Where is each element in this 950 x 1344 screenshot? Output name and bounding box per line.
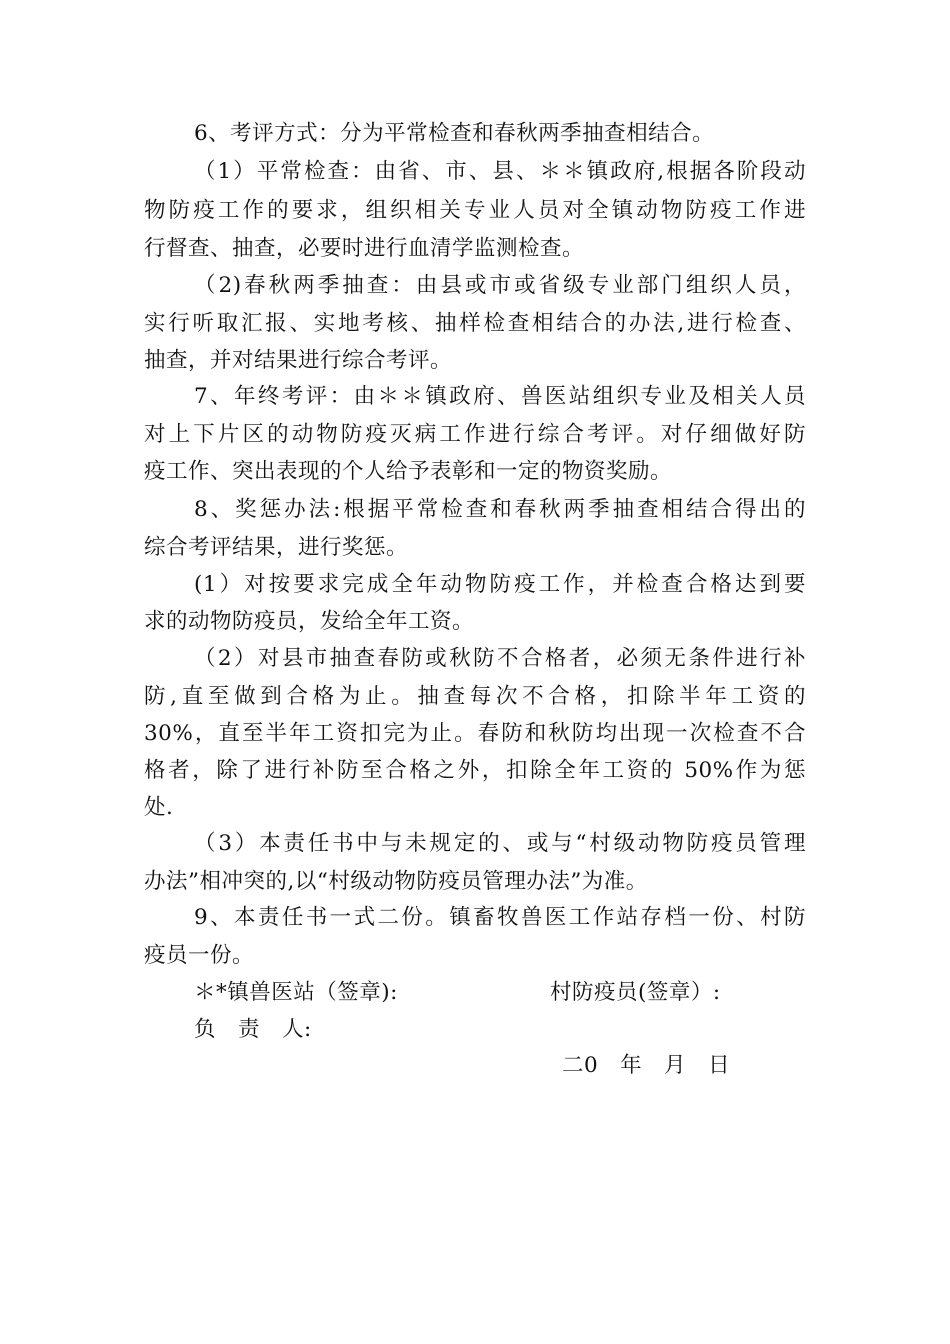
- paragraph-6-1-line-3: 行督查、抽查，必要时进行血清学监测检查。: [144, 236, 585, 261]
- paragraph-8-line-1: 8、奖惩办法:根据平常检查和春秋两季抽查相结合得出的: [194, 497, 806, 522]
- paragraph-7-line-3: 疫工作、突出表现的个人给予表彰和一定的物资奖励。: [144, 459, 673, 484]
- paragraph-6-line-1: 6、考评方式：分为平常检查和春秋两季抽查相结合。: [194, 121, 715, 146]
- paragraph-8-line-2: 综合考评结果，进行奖惩。: [144, 535, 409, 560]
- paragraph-9-line-1: 9、本责任书一式二份。镇畜牧兽医工作站存档一份、村防: [194, 905, 806, 930]
- paragraph-6-1-line-1: （1）平常检查：由省、市、县、＊＊镇政府,根据各阶段动: [194, 159, 806, 184]
- paragraph-8-2-line-3: 30%，直至半年工资扣完为止。春防和秋防均出现一次检查不合: [144, 721, 806, 746]
- date-line: 二0 年 月 日: [562, 1053, 731, 1078]
- paragraph-8-1-line-2: 求的动物防疫员，发给全年工资。: [144, 609, 475, 634]
- paragraph-8-3-line-2: 办法”相冲突的,以“村级动物防疫员管理办法”为准。: [144, 869, 648, 894]
- paragraph-8-2-line-5: 处.: [144, 795, 174, 820]
- paragraph-8-2-line-4: 格者，除了进行补防至合格之外，扣除全年工资的 50%作为惩: [144, 758, 806, 783]
- paragraph-8-2-line-1: （2）对县市抽查春防或秋防不合格者，必须无条件进行补: [194, 646, 806, 671]
- paragraph-6-1-line-2: 物防疫工作的要求，组织相关专业人员对全镇动物防疫工作进: [144, 198, 806, 223]
- paragraph-6-2-line-3: 抽查，并对结果进行综合考评。: [144, 348, 453, 373]
- paragraph-6-2-line-1: （2)春秋两季抽查：由县或市或省级专业部门组织人员，: [194, 273, 806, 298]
- paragraph-8-3-line-1: （3）本责任书中与未规定的、或与“村级动物防疫员管理: [194, 831, 806, 856]
- station-signature-label: ＊*镇兽医站（签章):: [194, 980, 398, 1005]
- paragraph-6-2-line-2: 实行听取汇报、实地考核、抽样检查相结合的办法,进行检查、: [144, 311, 806, 336]
- paragraph-8-2-line-2: 防,直至做到合格为止。抽查每次不合格，扣除半年工资的: [144, 684, 806, 709]
- paragraph-8-1-line-1: (1）对按要求完成全年动物防疫工作，并检查合格达到要: [194, 572, 806, 597]
- epidemic-officer-signature-label: 村防疫员(签章）:: [550, 980, 721, 1005]
- paragraph-9-line-2: 疫员一份。: [144, 943, 255, 968]
- paragraph-7-line-2: 对上下片区的动物防疫灭病工作进行综合考评。对仔细做好防: [144, 422, 806, 447]
- responsible-person-label: 负 责 人:: [194, 1017, 312, 1042]
- paragraph-7-line-1: 7、年终考评：由＊＊镇政府、兽医站组织专业及相关人员: [194, 384, 806, 409]
